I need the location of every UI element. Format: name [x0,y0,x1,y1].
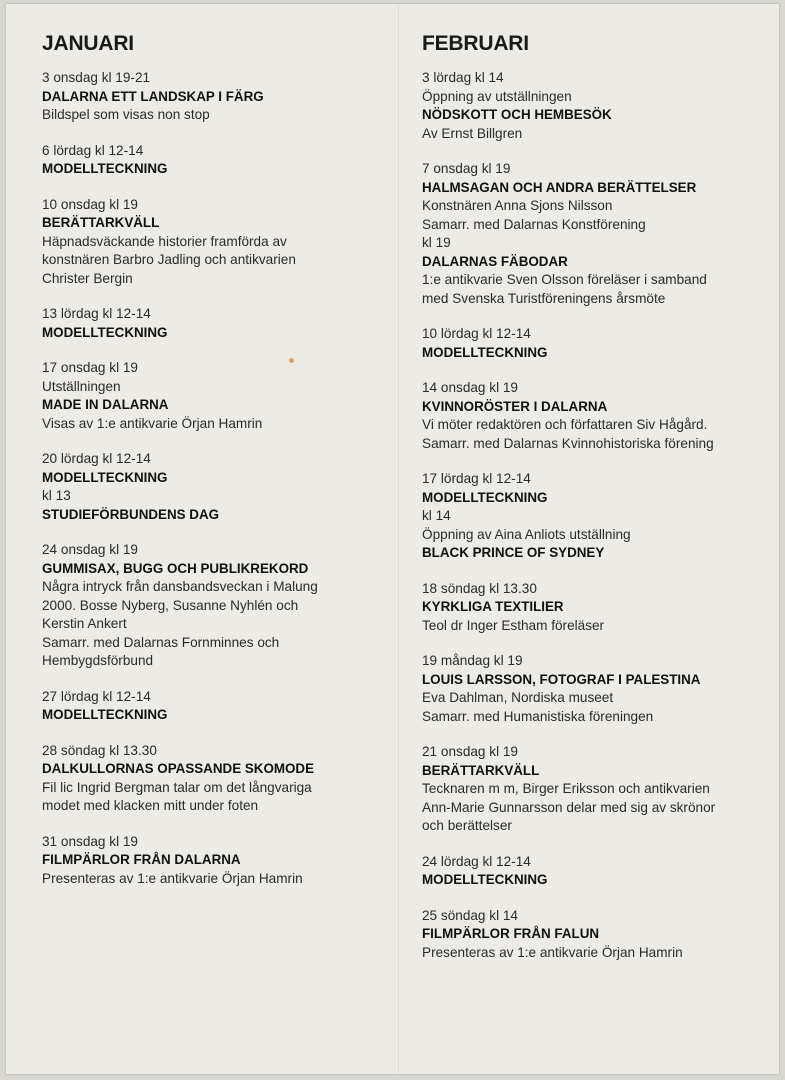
event-entry [42,142,372,179]
event-title: MODELLTECKNING [422,489,548,505]
event-detail: 2000. Bosse Nyberg, Susanne Nyhlén och [42,597,299,613]
event-detail: Teol dr Inger Estham föreläser [422,617,605,633]
event-detail: 20 lördag kl 12-14 [42,451,151,466]
event-detail: Samarr. med Dalarnas Kvinnohistoriska förening [422,435,714,451]
paper-fold [398,4,400,1074]
event-detail: 13 lördag kl 12-14 [42,306,151,321]
event-detail: 28 söndag kl 13.30 [42,742,157,758]
event-detail: Ann-Marie Gunnarsson delar med sig av skrönor [422,799,716,815]
event-detail: 19 måndag kl 19 [422,653,523,668]
event-title: DALARNAS FÄBODAR [422,253,568,269]
month-column-februari [422,32,762,979]
event-detail: Vi möter redaktören och författaren Siv Hågård. [422,417,708,432]
event-title: KVINNORÖSTER I DALARNA [422,398,608,414]
event-title: KYRKLIGA TEXTILIER [422,599,564,614]
event-title: DALKULLORNAS OPASSANDE SKOMODE [42,761,315,776]
event-title: MODELLTECKNING [42,324,168,340]
event-detail: kl 14 [422,508,451,523]
event-detail: 3 onsdag kl 19-21 [42,70,151,85]
month-column-januari [42,32,372,905]
event-entry [422,325,762,362]
event-title: FILMPÄRLOR FRÅN FALUN [422,926,600,941]
month-heading: FEBRUARI [422,32,529,55]
event-entry [422,160,762,308]
event-detail: Presenteras av 1:e antikvarie Örjan Hamrin [42,870,303,886]
event-detail: 27 lördag kl 12-14 [42,688,151,704]
event-entry [422,853,762,890]
event-detail: och berättelser [422,818,512,833]
event-entry [42,305,372,342]
event-entry [42,833,372,889]
event-detail: 24 onsdag kl 19 [42,542,138,557]
event-entry [42,450,372,524]
event-detail: kl 13 [42,488,71,503]
event-entry [42,359,372,433]
event-detail: Bildspel som visas non stop [42,107,210,122]
event-detail: 24 lördag kl 12-14 [422,853,531,869]
event-detail: 1:e antikvarie Sven Olsson föreläser i samband [422,272,707,287]
event-detail: Presenteras av 1:e antikvarie Örjan Hamrin [422,944,683,960]
event-detail: konstnären Barbro Jadling och antikvarien [42,252,296,267]
event-detail: kl 19 [422,235,451,250]
event-detail: Några intryck från dansbandsveckan i Malung [42,579,318,594]
event-entry [42,196,372,289]
event-entry [422,379,762,453]
event-title: LOUIS LARSSON, FOTOGRAF I PALESTINA [422,671,701,687]
event-entry [422,652,762,726]
month-heading: JANUARI [42,32,134,55]
event-title: BERÄTTARKVÄLL [422,762,540,778]
event-detail: Fil lic Ingrid Bergman talar om det långvariga [42,779,312,795]
event-title: MODELLTECKNING [422,344,548,360]
program-sheet [6,4,779,1074]
event-entry [422,69,762,143]
event-title: GUMMISAX, BUGG OCH PUBLIKREKORD [42,560,309,576]
event-detail: Öppning av utställningen [422,88,572,104]
event-title: HALMSAGAN OCH ANDRA BERÄTTELSER [422,179,697,195]
event-title: DALARNA ETT LANDSKAP I FÄRG [42,88,264,104]
event-detail: Samarr. med Dalarnas Konstförening [422,216,646,232]
event-title: STUDIEFÖRBUNDENS DAG [42,506,220,522]
event-title: BERÄTTARKVÄLL [42,215,160,230]
event-detail: modet med klacken mitt under foten [42,798,259,813]
event-entry [422,743,762,836]
event-detail: Samarr. med Humanistiska föreningen [422,708,654,724]
event-list [422,69,762,962]
event-title: MODELLTECKNING [42,707,168,722]
event-detail: Samarr. med Dalarnas Fornminnes och [42,634,280,650]
event-detail: 18 söndag kl 13.30 [422,580,537,596]
event-entry [42,541,372,671]
event-title: MADE IN DALARNA [42,397,169,412]
event-detail: Christer Bergin [42,270,133,286]
event-title: FILMPÄRLOR FRÅN DALARNA [42,852,241,867]
event-detail: 17 onsdag kl 19 [42,360,138,375]
event-title: MODELLTECKNING [42,469,168,485]
event-entry [422,470,762,563]
event-detail: 31 onsdag kl 19 [42,833,138,849]
event-detail: 21 onsdag kl 19 [422,744,518,759]
event-entry [42,742,372,816]
event-detail: Konstnären Anna Sjons Nilsson [422,198,613,213]
event-detail: Hembygdsförbund [42,653,154,668]
event-entry [42,688,372,725]
event-detail: 17 lördag kl 12-14 [422,471,531,486]
event-detail: Öppning av Aina Anliots utställning [422,526,631,542]
event-detail: Eva Dahlman, Nordiska museet [422,690,614,705]
event-title: NÖDSKOTT OCH HEMBESÖK [422,107,612,122]
event-detail: Visas av 1:e antikvarie Örjan Hamrin [42,415,263,431]
event-detail: Tecknaren m m, Birger Eriksson och antikvarien [422,781,710,796]
event-detail: 10 onsdag kl 19 [42,196,138,212]
event-detail: 10 lördag kl 12-14 [422,326,531,341]
event-title: BLACK PRINCE OF SYDNEY [422,545,605,560]
event-detail: 7 onsdag kl 19 [422,161,511,176]
event-detail: Kerstin Ankert [42,616,127,631]
event-entry [422,580,762,636]
event-title: MODELLTECKNING [422,872,548,887]
event-detail: 14 onsdag kl 19 [422,380,518,395]
event-detail: Häpnadsväckande historier framförda av [42,233,287,249]
event-detail: Utställningen [42,378,121,394]
event-list [42,69,372,888]
event-detail: med Svenska Turistföreningens årsmöte [422,290,666,306]
event-entry [42,69,372,125]
event-entry [422,907,762,963]
event-detail: Av Ernst Billgren [422,125,523,141]
event-title: MODELLTECKNING [42,161,168,176]
event-detail: 3 lördag kl 14 [422,70,504,85]
event-detail: 25 söndag kl 14 [422,907,518,923]
event-detail: 6 lördag kl 12-14 [42,142,144,158]
